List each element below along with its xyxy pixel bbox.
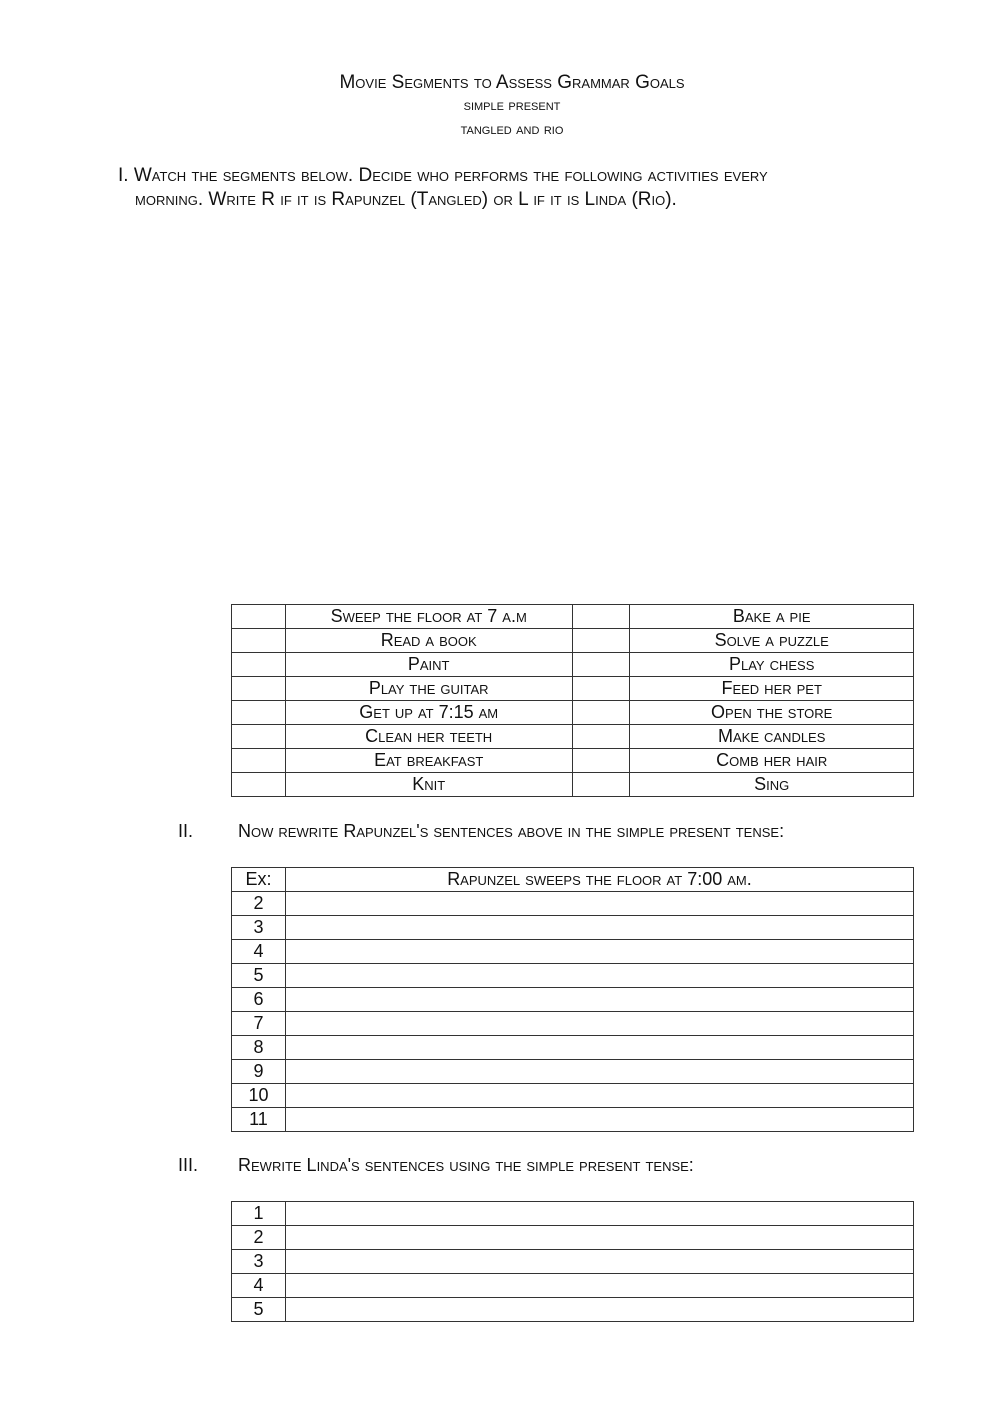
sentence-row bbox=[232, 988, 914, 1012]
activity-left: Eat breakfast bbox=[285, 749, 572, 773]
row-number: 1 bbox=[232, 1202, 286, 1226]
worksheet-title: Movie Segments to Assess Grammar Goals bbox=[339, 72, 685, 93]
row-number: 11 bbox=[232, 1108, 286, 1132]
sentence-row bbox=[232, 916, 914, 940]
row-number: 5 bbox=[232, 1298, 286, 1322]
row-number: 10 bbox=[232, 1084, 286, 1108]
answer-cell-right[interactable] bbox=[572, 701, 630, 725]
row-number: 9 bbox=[232, 1060, 286, 1084]
row-number: 3 bbox=[232, 1250, 286, 1274]
section3-text: Rewrite Linda's sentences using the simple present tense: bbox=[238, 1155, 694, 1175]
answer-cell-left[interactable] bbox=[232, 725, 286, 749]
activity-left: Clean her teeth bbox=[285, 725, 572, 749]
sentence-row bbox=[232, 1084, 914, 1108]
sentence-row bbox=[232, 1298, 914, 1322]
sentence-cell[interactable] bbox=[285, 1036, 913, 1060]
sentence-cell[interactable] bbox=[285, 1084, 913, 1108]
activity-row bbox=[232, 653, 914, 677]
sentence-row bbox=[232, 1226, 914, 1250]
sentence-row bbox=[232, 1274, 914, 1298]
activity-left: Knit bbox=[285, 773, 572, 797]
sentence-row bbox=[232, 868, 914, 892]
row-number: 7 bbox=[232, 1012, 286, 1036]
answer-cell-right[interactable] bbox=[572, 677, 630, 701]
sentence-cell[interactable]: Rapunzel sweeps the floor at 7:00 am. bbox=[285, 868, 913, 892]
row-number: 2 bbox=[232, 1226, 286, 1250]
sentence-cell[interactable] bbox=[285, 1012, 913, 1036]
answer-cell-left[interactable] bbox=[232, 653, 286, 677]
row-number: 2 bbox=[232, 892, 286, 916]
sentence-cell[interactable] bbox=[285, 1226, 913, 1250]
activity-row bbox=[232, 701, 914, 725]
row-number: 5 bbox=[232, 964, 286, 988]
worksheet-movies: tangled and rio bbox=[460, 121, 564, 138]
answer-cell-right[interactable] bbox=[572, 725, 630, 749]
sentence-row bbox=[232, 892, 914, 916]
rapunzel-table bbox=[231, 867, 914, 1132]
row-number: 3 bbox=[232, 916, 286, 940]
answer-cell-left[interactable] bbox=[232, 629, 286, 653]
sentence-cell[interactable] bbox=[285, 1202, 913, 1226]
row-number: 4 bbox=[232, 1274, 286, 1298]
sentence-row bbox=[232, 1108, 914, 1132]
answer-cell-right[interactable] bbox=[572, 629, 630, 653]
answer-cell-right[interactable] bbox=[572, 605, 630, 629]
activity-right: Bake a pie bbox=[630, 605, 914, 629]
sentence-cell[interactable] bbox=[285, 1298, 913, 1322]
answer-cell-left[interactable] bbox=[232, 773, 286, 797]
answer-cell-left[interactable] bbox=[232, 749, 286, 773]
sentence-row bbox=[232, 1036, 914, 1060]
activities-table bbox=[231, 604, 914, 797]
activity-row bbox=[232, 749, 914, 773]
answer-cell-left[interactable] bbox=[232, 605, 286, 629]
section2-text: Now rewrite Rapunzel's sentences above in the simple present tense: bbox=[238, 821, 785, 841]
activity-right: Comb her hair bbox=[630, 749, 914, 773]
section3-number: III. bbox=[178, 1155, 199, 1175]
sentence-row bbox=[232, 1012, 914, 1036]
activity-left: Paint bbox=[285, 653, 572, 677]
sentence-row bbox=[232, 1250, 914, 1274]
answer-cell-left[interactable] bbox=[232, 701, 286, 725]
activity-right: Play chess bbox=[630, 653, 914, 677]
activity-left: Sweep the floor at 7 a.m bbox=[285, 605, 572, 629]
answer-cell-left[interactable] bbox=[232, 677, 286, 701]
sentence-cell[interactable] bbox=[285, 1250, 913, 1274]
activity-right: Make candles bbox=[630, 725, 914, 749]
activity-left: Get up at 7:15 am bbox=[285, 701, 572, 725]
answer-cell-right[interactable] bbox=[572, 749, 630, 773]
sentence-row bbox=[232, 1060, 914, 1084]
sentence-cell[interactable] bbox=[285, 988, 913, 1012]
sentence-cell[interactable] bbox=[285, 1060, 913, 1084]
sentence-cell[interactable] bbox=[285, 964, 913, 988]
section2-number: II. bbox=[178, 821, 194, 841]
activity-left: Read a book bbox=[285, 629, 572, 653]
sentence-row bbox=[232, 1202, 914, 1226]
activity-row bbox=[232, 773, 914, 797]
activity-left: Play the guitar bbox=[285, 677, 572, 701]
section1-line1: I. Watch the segments below. Decide who performs the following activities every bbox=[118, 165, 768, 186]
sentence-row bbox=[232, 940, 914, 964]
activity-row bbox=[232, 605, 914, 629]
row-number: 4 bbox=[232, 940, 286, 964]
row-number: Ex: bbox=[232, 868, 286, 892]
worksheet-subtitle: simple present bbox=[463, 97, 561, 114]
sentence-row bbox=[232, 964, 914, 988]
sentence-cell[interactable] bbox=[285, 1274, 913, 1298]
row-number: 8 bbox=[232, 1036, 286, 1060]
sentence-cell[interactable] bbox=[285, 892, 913, 916]
answer-cell-right[interactable] bbox=[572, 653, 630, 677]
sentence-cell[interactable] bbox=[285, 916, 913, 940]
activity-right: Open the store bbox=[630, 701, 914, 725]
linda-table bbox=[231, 1201, 914, 1322]
sentence-cell[interactable] bbox=[285, 1108, 913, 1132]
section1-line2: morning. Write R if it is Rapunzel (Tangled) or L if it is Linda (Rio). bbox=[135, 189, 677, 210]
activity-right: Solve a puzzle bbox=[630, 629, 914, 653]
section1-instructions bbox=[118, 164, 908, 212]
activity-row bbox=[232, 629, 914, 653]
activity-right: Feed her pet bbox=[630, 677, 914, 701]
answer-cell-right[interactable] bbox=[572, 773, 630, 797]
activity-row bbox=[232, 677, 914, 701]
activity-row bbox=[232, 725, 914, 749]
activity-right: Sing bbox=[630, 773, 914, 797]
row-number: 6 bbox=[232, 988, 286, 1012]
sentence-cell[interactable] bbox=[285, 940, 913, 964]
